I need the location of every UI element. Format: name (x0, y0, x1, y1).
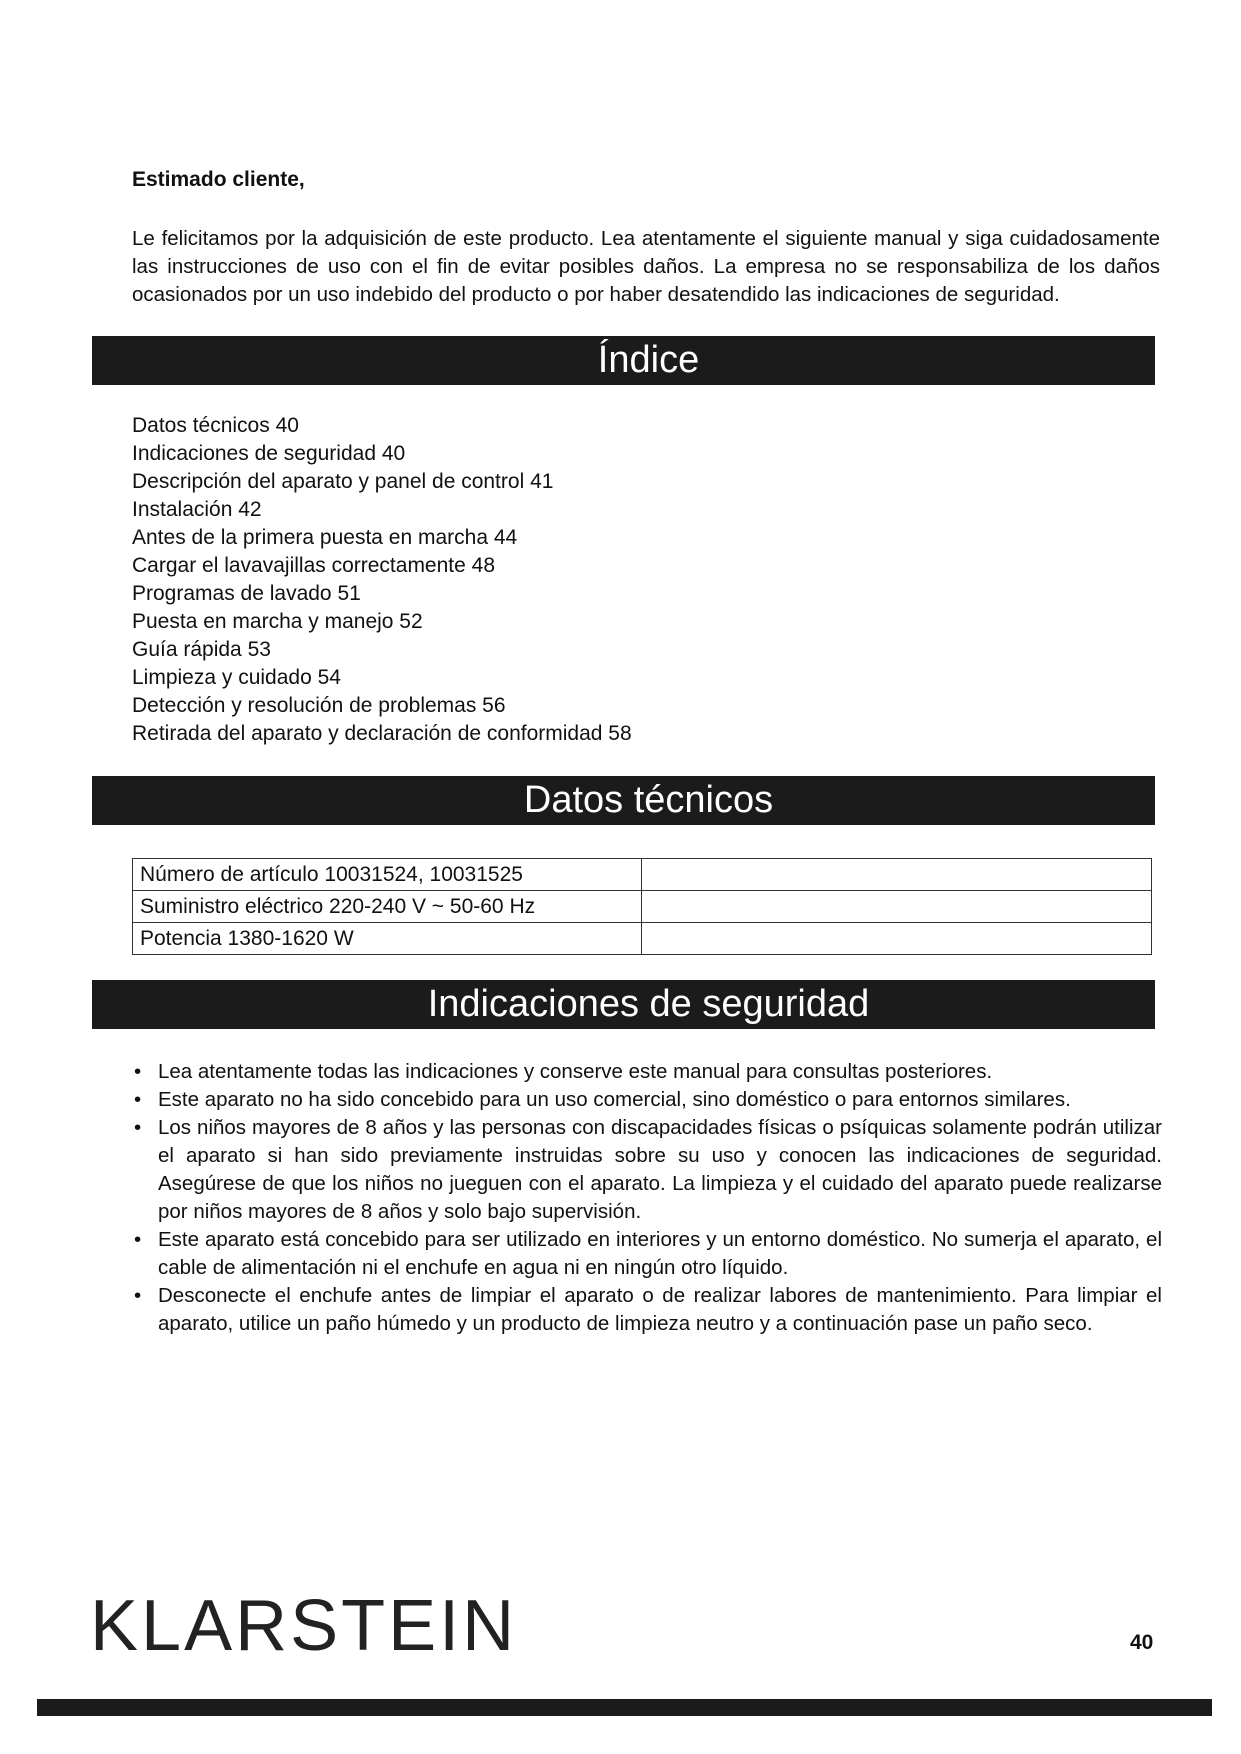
brand-logo: KLARSTEIN (90, 1586, 518, 1666)
greeting: Estimado cliente, (132, 168, 305, 191)
specs-table (132, 858, 1152, 955)
table-row (133, 891, 1152, 923)
safety-title: Indicaciones de seguridad (427, 983, 870, 1025)
toc-item: Cargar el lavavajillas correctamente 48 (132, 554, 495, 577)
spec-value (642, 891, 1152, 923)
spec-label: Número de artículo 10031524, 10031525 (133, 859, 642, 891)
toc-item: Detección y resolución de problemas 56 (132, 694, 506, 717)
table-of-contents (132, 412, 632, 748)
toc-item: Programas de lavado 51 (132, 582, 361, 605)
list-item: • Lea atentamente todas las indicaciones y conserve este manual para consultas posteriores. (132, 1058, 1162, 1086)
list-item: • Este aparato está concebido para ser utilizado en interiores y un entorno doméstico. No sumerja el aparato, el cable de alimentación ni el enchufe en agua ni en ningún otro líquido. (132, 1226, 1162, 1282)
specs-section-header (92, 776, 1155, 825)
table-row (133, 923, 1152, 955)
safety-list (132, 1058, 1162, 1338)
table-row (133, 859, 1152, 891)
index-title: Índice (597, 339, 700, 381)
toc-item: Indicaciones de seguridad 40 (132, 442, 406, 465)
footer-divider (37, 1699, 1212, 1716)
spec-label: Suministro eléctrico 220-240 V ~ 50-60 Hz (133, 891, 642, 923)
spec-value (642, 923, 1152, 955)
toc-item: Descripción del aparato y panel de control 41 (132, 470, 554, 493)
toc-item: Retirada del aparato y declaración de conformidad 58 (132, 722, 632, 745)
toc-item: Guía rápida 53 (132, 638, 271, 661)
index-section-header (92, 336, 1155, 385)
list-item: • Desconecte el enchufe antes de limpiar el aparato o de realizar labores de mantenimiento. Para limpiar el aparato, utilice un paño húmedo y un producto de limpieza neutro y a continuación pase un paño seco. (132, 1282, 1162, 1338)
page-number: 40 (1130, 1631, 1154, 1654)
list-item: • Este aparato no ha sido concebido para un uso comercial, sino doméstico o para entornos similares. (132, 1086, 1162, 1114)
safety-section-header (92, 980, 1155, 1029)
toc-item: Puesta en marcha y manejo 52 (132, 610, 423, 633)
specs-title: Datos técnicos (523, 779, 774, 821)
toc-item: Limpieza y cuidado 54 (132, 666, 341, 689)
toc-item: Antes de la primera puesta en marcha 44 (132, 526, 518, 549)
list-item: • Los niños mayores de 8 años y las personas con discapacidades físicas o psíquicas solamente podrán utilizar el aparato si han sido previamente instruidas sobre su uso y conocen las indicaciones de seguridad. Asegúrese de que los niños no jueguen con el aparato. La limpieza y el cuidado del aparato puede realizarse por niños mayores de 8 años y solo bajo supervisión. (132, 1114, 1162, 1226)
intro-paragraph: Le felicitamos por la adquisición de este producto. Lea atentamente el siguiente manual y siga cuidadosamente las instrucciones de uso con el fin de evitar posibles daños. La empresa no se responsabiliza de los daños ocasionados por un uso indebido del producto o por haber desatendido las indicaciones de seguridad. (132, 227, 1160, 306)
spec-label: Potencia 1380-1620 W (133, 923, 642, 955)
spec-value (642, 859, 1152, 891)
toc-item: Instalación 42 (132, 498, 262, 521)
toc-item: Datos técnicos 40 (132, 414, 299, 437)
